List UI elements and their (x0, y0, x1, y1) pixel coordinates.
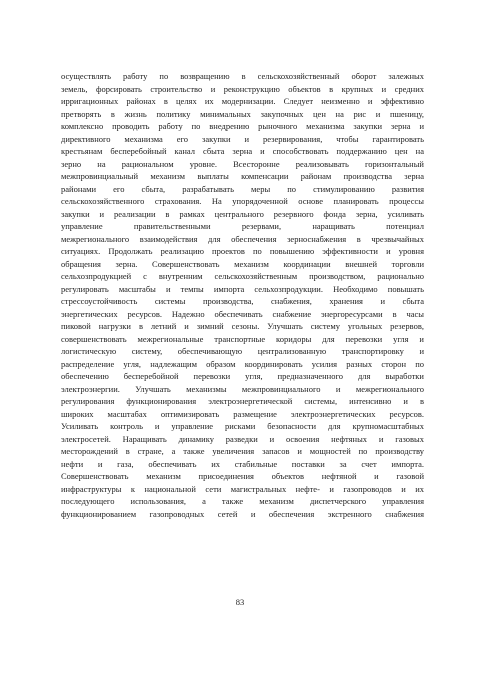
text-line: обеспечению бесперебойной перевозки угля, предназначенного для выработки (61, 371, 424, 381)
text-line: Совершенствовать механизм присоединения объектов нефтяной и газовой (61, 471, 424, 481)
text-line: месторождений в стране, а также увеличения запасов и мощностей по производству (61, 446, 424, 456)
text-line: осуществлять работу по возвращению в сельскохозяйственный оборот залежных (61, 71, 424, 81)
text-line: сельхозпродукцией с внутренним сельскохозяйственным производством, рационально (61, 271, 424, 281)
text-line: ситуациях. Продолжать реализацию проектов по повышению эффективности и уровня (61, 246, 424, 256)
text-line: инфраструктуры к национальной сети магистральных нефте- и газопроводов и их (61, 483, 424, 494)
text-line: регулировать масштабы и темпы импорта сельхозпродукции. Необходимо повышать (61, 283, 424, 294)
text-line: стрессоустойчивость системы производства, снабжения, хранения и сбыта (61, 296, 424, 306)
text-line: зерно на рациональном уровне. Всесторонне реализовывать горизонтальный (61, 158, 424, 169)
text-line: энергетических ресурсов. Надежно обеспечивать снабжение энергоресурсами в часы (61, 308, 424, 319)
text-line: пиковой нагрузки в летний и зимний сезоны. Улучшать систему угольных резервов, (61, 321, 424, 331)
body-text (61, 70, 424, 520)
text-line: электроэнергии. Улучшать механизмы межпровинциального и межрегионального (61, 383, 424, 394)
text-line: Усиливать контроль и управление рисками безопасности для крупномасштабных (61, 421, 424, 431)
text-line: ирригационных районах в целях их модернизации. Следует неизменно и эффективно (61, 96, 424, 106)
text-line: крестьянам бесперебойный канал сбыта зерна и способствовать поддержанию цен на (61, 146, 424, 156)
text-line: закупки и реализации в рамках центрального резервного фонда зерна, усиливать (61, 208, 424, 219)
text-line: директивного механизма его закупки и резервирования, чтобы гарантировать (61, 133, 424, 144)
text-line: районами его сбыта, разрабатывать меры по стимулированию развития (61, 183, 424, 194)
text-line: комплексно проводить работу по внедрению рыночного механизма закупки зерна и (61, 121, 424, 131)
text-line: функционированием газопроводных сетей и обеспечения экстренного снабжения (61, 508, 424, 519)
text-line: межрегионального взаимодействия для обеспечения зерноснабжения в чрезвычайных (61, 233, 424, 244)
text-line: сельскохозяйственного страхования. На упорядоченной основе планировать процессы (61, 196, 424, 206)
text-line: распределение угля, надлежащим образом координировать усилия разных сторон по (61, 358, 424, 369)
text-line: межпровинциальный механизм выплаты компенсации районам производства зерна (61, 171, 424, 181)
text-line: обращения зерна. Совершенствовать механизм координации внешней торговли (61, 258, 424, 269)
text-line: претворять в жизнь политику минимальных закупочных цен на рис и пшеницу, (61, 108, 424, 119)
page-number: 83 (235, 597, 245, 607)
text-line: широких масштабах оптимизировать размещение электроэнергетических ресурсов. (61, 408, 424, 419)
text-line: совершенствовать межрегиональные транспортные коридоры для перевозки угля и (61, 333, 424, 344)
text-line: электросетей. Наращивать динамику разведки и освоения нефтяных и газовых (61, 433, 424, 444)
text-line: земель, форсировать строительство и реконструкцию объектов в крупных и средних (61, 83, 424, 94)
text-line: управление правительственными резервами, наращивать потенциал (61, 221, 424, 231)
text-line: логистическую систему, обеспечивающую централизованную транспортировку и (61, 346, 424, 356)
text-line: последующего использования, а также механизм диспетчерского управления (61, 496, 424, 506)
text-line: регулирования функционирования электроэнергетической системы, интенсивно и в (61, 396, 424, 406)
text-line: нефти и газа, обеспечивать их стабильные поставки за счет импорта. (61, 458, 424, 469)
